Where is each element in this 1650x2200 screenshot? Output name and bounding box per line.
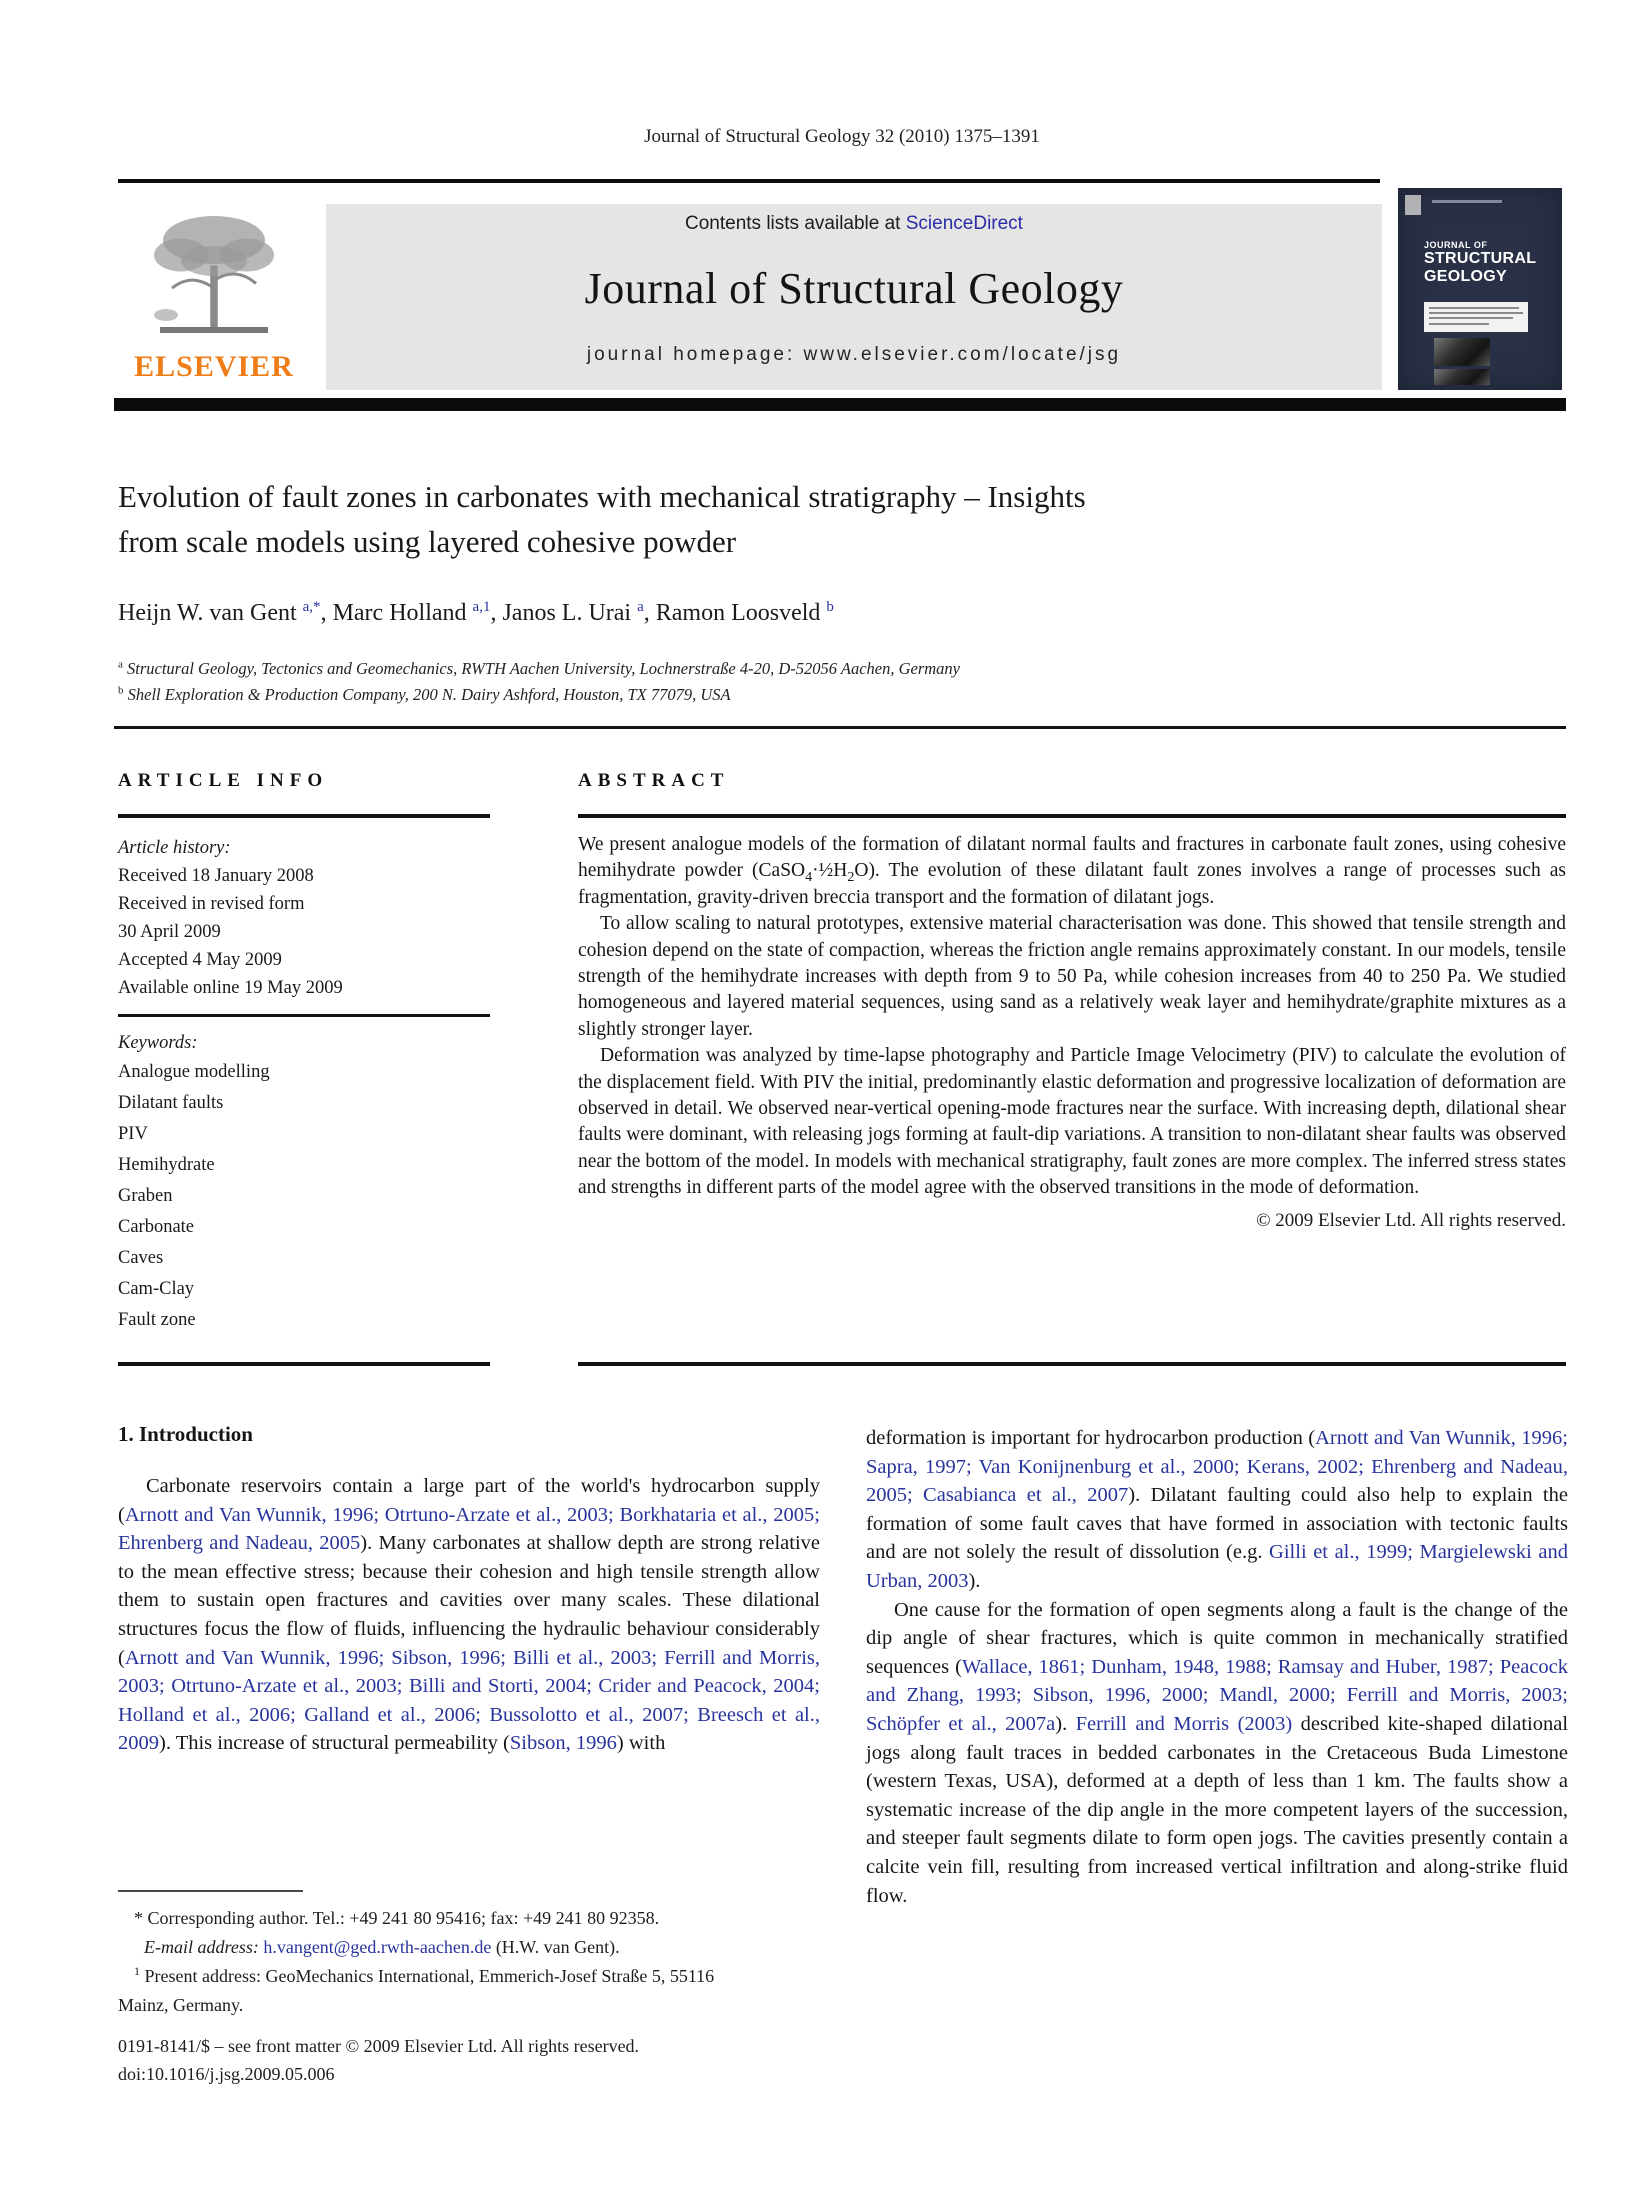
header-citation: Journal of Structural Geology 32 (2010) 1375–1391 <box>644 126 1040 147</box>
history-item: Accepted 4 May 2009 <box>118 950 282 970</box>
intro-right-column <box>866 1424 1568 1910</box>
footnotes <box>118 1890 820 2020</box>
citation-link[interactable]: Gilli et al., 1999; Margielewski and Urban, 2003 <box>866 1541 1568 1592</box>
keyword-item: PIV <box>118 1124 148 1144</box>
article-info-heading: ARTICLE INFO <box>118 770 329 791</box>
article-history-label: Article history: <box>118 838 231 858</box>
keyword-item: Caves <box>118 1248 164 1268</box>
top-rule <box>118 179 1380 183</box>
intro-right-paragraph-1: deformation is important for hydrocarbon production (Arnott and Van Wunnik, 1996; Sapra, 1997; Van Konijnenburg et al., 2000; Kerans, 2002; Ehrenberg and Nadeau, 2005; Casabianca et al., 2007). Dilatant faulting could also help to explain the formation of some fault caves that have formed in association with tectonic faults and are not solely the result of dissolution (e.g. Gilli et al., 1999; Margielewski and Urban, 2003). <box>866 1427 1569 1592</box>
article-title-line2: from scale models using layered cohesive powder <box>118 524 737 559</box>
history-item: 30 April 2009 <box>118 922 221 942</box>
abstract-rule <box>578 814 1566 818</box>
footnote-email: E-mail address: h.vangent@ged.rwth-aachen.de (H.W. van Gent). <box>144 1937 620 1957</box>
intro-left-paragraph: Carbonate reservoirs contain a large part of the world's hydrocarbon supply (Arnott and Van Wunnik, 1996; Otrtuno-Arzate et al., 2003; Borkhataria et al., 2005; Ehrenberg and Nadeau, 2005). Many carbonates at shallow depth are strong relative to the mean effective stress; because their cohesion and high tensile strength allow them to sustain open fractures and cavities over many scales. These dilational structures focus the flow of fluids, influencing the hydraulic behaviour considerably (Arnott and Van Wunnik, 1996; Sibson, 1996; Billi et al., 2003; Ferrill and Morris, 2003; Otrtuno-Arzate et al., 2003; Billi and Storti, 2004; Crider and Peacock, 2004; Holland et al., 2006; Galland et al., 2006; Bussolotto et al., 2007; Breesch et al., 2009). This increase of structural permeability (Sibson, 1996) with <box>118 1475 821 1755</box>
intro-heading: 1. Introduction <box>118 1422 253 1446</box>
citation-link[interactable]: Arnott and Van Wunnik, 1996; Sibson, 1996; Billi et al., 2003; Ferrill and Morris, 2003; Otrtuno-Arzate et al., 2003; Billi and Storti, 2004; Crider and Peacock, 2004; Holland et al., 2006; Galland et al., 2006; Bussolotto et al., 2007; Breesch et al., 2009 <box>118 1646 820 1755</box>
citation-link[interactable]: h.vangent@ged.rwth-aachen.de <box>263 1937 492 1957</box>
citation-link[interactable]: Sibson, 1996 <box>509 1732 617 1755</box>
footer-doi-line: doi:10.1016/j.jsg.2009.05.006 <box>118 2064 335 2084</box>
affiliation-a: $^a$ Structural Geology, Tectonics and Geomechanics, RWTH Aachen University, Lochnerstraße 4-20, D-52056 Aachen, Germany <box>118 658 960 678</box>
footnote-present-address-2: Mainz, Germany. <box>118 1995 244 2015</box>
keywords-label: Keywords: <box>118 1033 198 1053</box>
abstract-paragraph-1: We present analogue models of the formation of dilatant normal faults and fractures in carbonate fault zones, using cohesive hemihydrate powder $(CaSO_4\cdot\frac{1}{2}H_2O)$. The evolution of these dilatant fault zones involves a range of processes such as fragmentation, gravity-driven breccia transport and the formation of dilatant jogs. <box>578 834 1566 908</box>
elsevier-wordmark: ELSEVIER <box>134 350 294 383</box>
contents-line <box>326 213 1382 235</box>
journal-banner <box>326 204 1382 390</box>
elsevier-tree-icon <box>112 198 316 348</box>
footnote-present-address: $^1$ Present address: GeoMechanics International, Emmerich-Josef Straße 5, 55116 <box>134 1964 715 1986</box>
keyword-item: Graben <box>118 1186 173 1206</box>
intro-right-paragraph-2: One cause for the formation of open segments along a fault is the change of the dip angle of shear fractures, which is quite common in mechanically stratified sequences (Wallace, 1861; Dunham, 1948, 1988; Ramsay and Huber, 1987; Peacock and Zhang, 1993; Sibson, 1996, 2000; Mandl, 2000; Ferrill and Morris, 2003; Schöpfer et al., 2007a). Ferrill and Morris (2003) described kite-shaped dilational jogs along fault traces in bedded carbonates in the Cretaceous Buda Limestone (western Texas, USA), deformed at a depth of less than 1 km. The faults show a systematic increase of the dip angle in the more competent layers of the succession, and steeper fault segments dilate to form open jogs. The cavities presently contain a calcite vein fill, resulting from increased vertical infiltration and along-strike fluid flow. <box>866 1598 1569 1907</box>
abstract-text <box>578 832 1566 1202</box>
history-item: Available online 19 May 2009 <box>118 978 343 998</box>
article-title-line1: Evolution of fault zones in carbonates with mechanical stratigraphy – Insights <box>118 479 1086 514</box>
citation-link[interactable]: Ferrill and Morris (2003) <box>1075 1712 1293 1735</box>
journal-homepage-link[interactable]: journal homepage: www.elsevier.com/locate/jsg <box>586 344 1122 365</box>
affiliations <box>118 656 1538 708</box>
footnote-rule <box>118 1890 303 1892</box>
cover-title <box>1424 240 1536 286</box>
info-divider-rule <box>118 1014 490 1017</box>
history-item: Received 18 January 2008 <box>118 866 314 886</box>
info-bottom-rule <box>118 1362 490 1366</box>
footer-issn-line: 0191-8141/$ – see front matter © 2009 Elsevier Ltd. All rights reserved. <box>118 2036 640 2056</box>
elsevier-logo <box>112 198 316 390</box>
keyword-item: Hemihydrate <box>118 1155 215 1175</box>
page-footer <box>118 2032 1018 2088</box>
abstract-bottom-rule <box>578 1362 1566 1366</box>
keyword-item: Analogue modelling <box>118 1062 270 1082</box>
citation-link[interactable]: Arnott and Van Wunnik, 1996; Otrtuno-Arzate et al., 2003; Borkhataria et al., 2005; Ehrenberg and Nadeau, 2005 <box>118 1503 820 1555</box>
banner-bottom-rule <box>114 398 1566 411</box>
keyword-item: Carbonate <box>118 1217 195 1237</box>
cover-publisher-mark-icon <box>1405 195 1421 215</box>
abstract-paragraph-3: Deformation was analyzed by time-lapse photography and Particle Image Velocimetry (PIV) to calculate the evolution of the displacement field. With PIV the initial, predominantly elastic deformation and progressive localization of deformation are observed in detail. We observed near-vertical opening-mode fractures near the surface. With increasing depth, dilational shear faults were dominant, with releasing jogs forming at fault-dip variations. A transition to non-dilatant shear faults was observed near the bottom of the model. In models with mechanical stratigraphy, fault zones are more complex. The inferred stress states and strengths in different parts of the model agree with the observed transitions in the mode of deformation. <box>578 1045 1566 1199</box>
banner-journal-title: Journal of Structural Geology <box>584 264 1124 313</box>
authors-line: Heijn W. van Gent $^{a,*}$, Marc Holland $^{a,1}$, Janos L. Urai $^a$, Ramon Loosveld $^b$ <box>118 599 834 626</box>
cover-volume-text-bar <box>1432 200 1502 203</box>
sciencedirect-link[interactable]: ScienceDirect <box>905 213 1023 234</box>
citation-link[interactable]: Wallace, 1861; Dunham, 1948, 1988; Ramsay and Huber, 1987; Peacock and Zhang, 1993; Sibson, 1996, 2000; Mandl, 2000; Ferrill and Morris, 2003; Schöpfer et al., 2007a <box>866 1655 1568 1735</box>
abstract-paragraph-2: To allow scaling to natural prototypes, extensive material characterisation was done. This showed that tensile strength and cohesion depend on the state of compaction, whereas the friction angle remains approximately constant. In our models, tensile strength of the hemihydrate increases with depth from 9 to 50 Pa, while cohesion increases from 40 to 250 Pa. We studied homogeneous and layered material sequences, using sand as a relatively weak layer and hemihydrate/graphite mixtures as a slightly stronger layer. <box>578 913 1566 1040</box>
title-block-rule <box>114 726 1566 729</box>
cover-title-line1: JOURNAL OF <box>1424 240 1488 250</box>
history-item: Received in revised form <box>118 894 305 914</box>
keyword-item: Fault zone <box>118 1310 196 1330</box>
article-info-column <box>118 770 490 1336</box>
cover-title-line2: STRUCTURAL <box>1424 250 1537 268</box>
keyword-item: Cam-Clay <box>118 1279 195 1299</box>
cover-abstract-box <box>1424 302 1528 332</box>
cover-photo-1 <box>1434 338 1490 366</box>
copyright-line: © 2009 Elsevier Ltd. All rights reserved. <box>1256 1209 1566 1231</box>
article-info-rule <box>118 814 490 818</box>
abstract-column <box>578 770 1566 1232</box>
cover-title-line3: GEOLOGY <box>1424 267 1507 285</box>
affiliation-b: $^b$ Shell Exploration & Production Company, 200 N. Dairy Ashford, Houston, TX 77079, USA <box>118 684 731 704</box>
abstract-heading: ABSTRACT <box>578 770 730 791</box>
cover-photo-2 <box>1434 369 1490 385</box>
keywords-list <box>118 1057 490 1336</box>
keyword-item: Dilatant faults <box>118 1093 224 1113</box>
intro-left-column <box>118 1472 820 1758</box>
article-history-list <box>118 862 490 1002</box>
journal-cover-thumbnail[interactable] <box>1398 188 1562 390</box>
article-title <box>118 474 1538 564</box>
contents-prefix: Contents lists available at <box>685 213 906 234</box>
citation-link[interactable]: Arnott and Van Wunnik, 1996; Sapra, 1997; Van Konijnenburg et al., 2000; Kerans, 2002; Ehrenberg and Nadeau, 2005; Casabianca et al., 2007 <box>866 1427 1569 1507</box>
article-history <box>118 834 490 1336</box>
footnote-corresponding: * Corresponding author. Tel.: +49 241 80 95416; fax: +49 241 80 92358. <box>134 1908 660 1928</box>
